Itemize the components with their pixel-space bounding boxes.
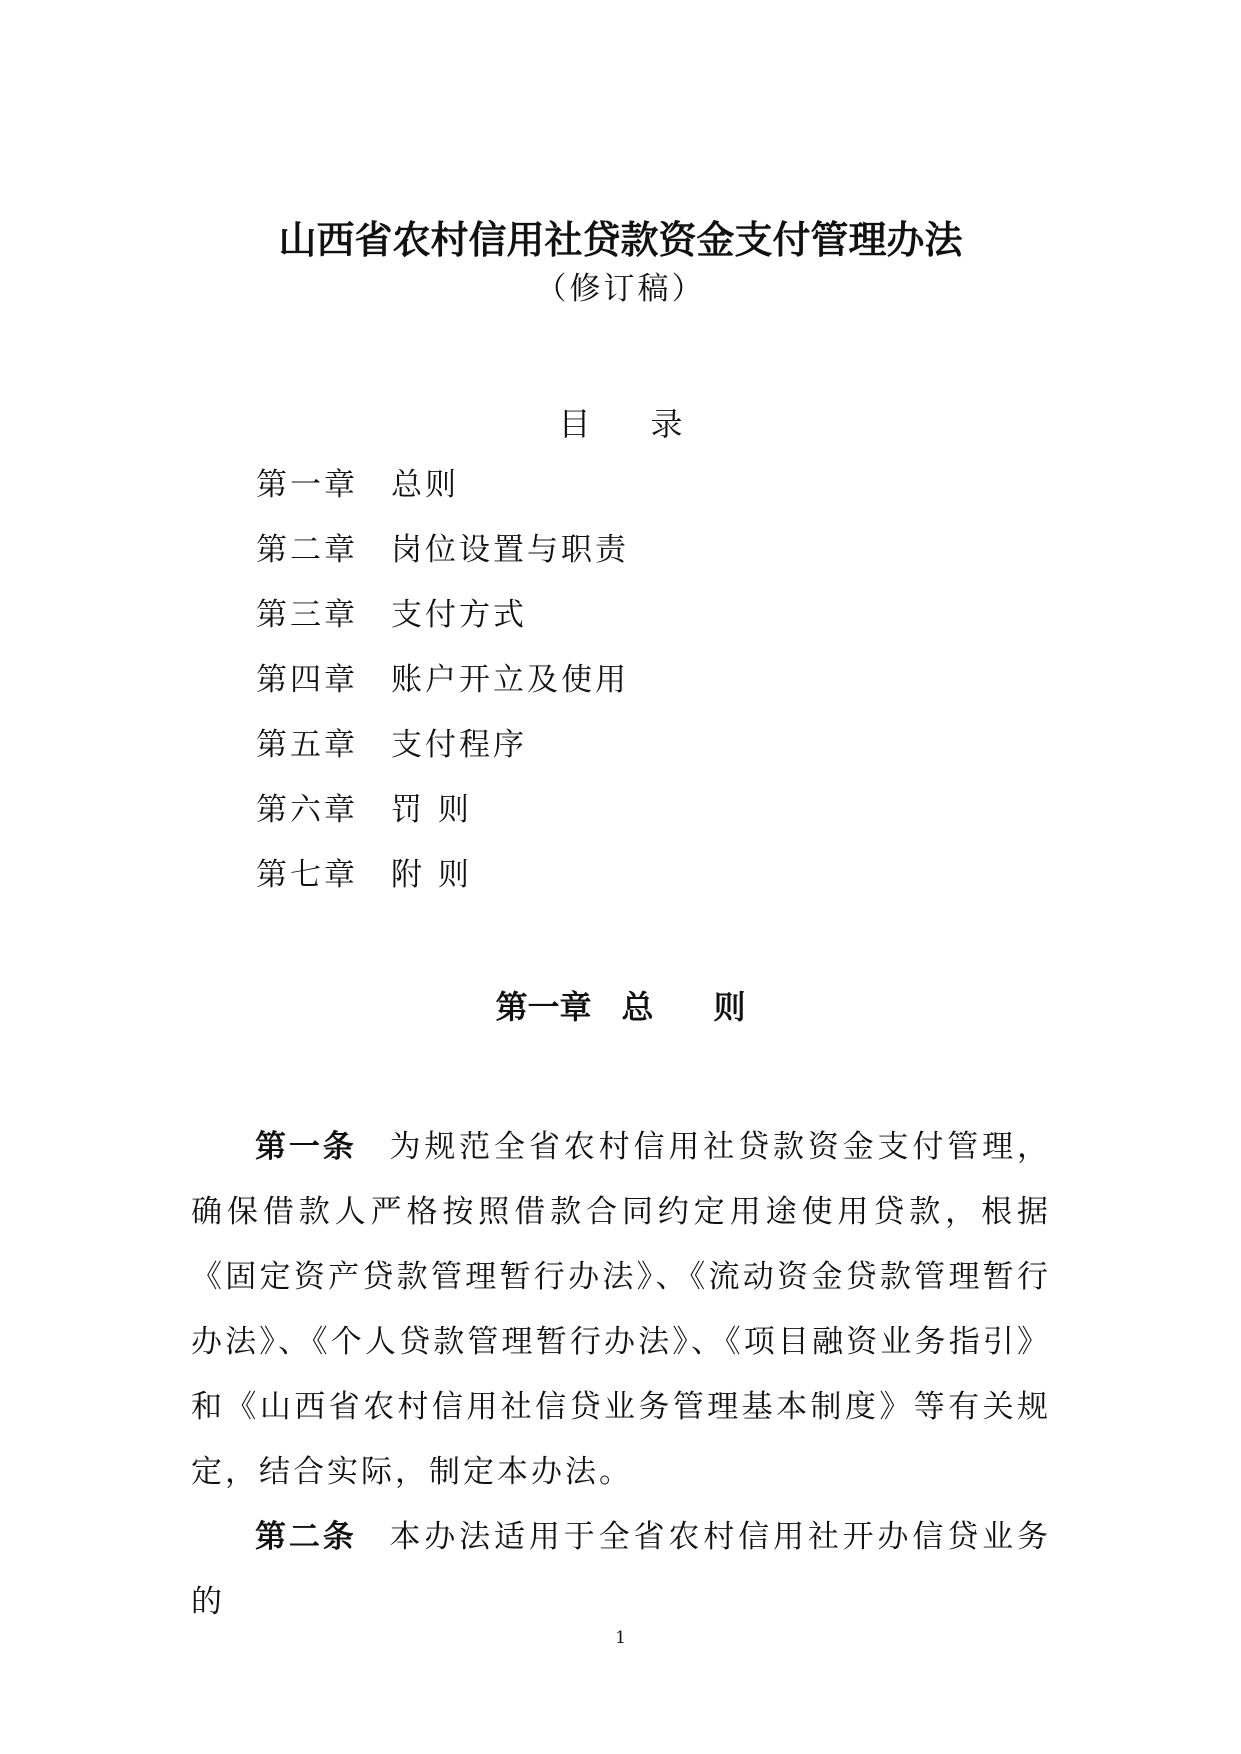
toc-item-number: 第三章 xyxy=(256,597,358,633)
toc-item xyxy=(256,658,629,723)
toc-item-name: 岗位设置与职责 xyxy=(391,532,629,568)
chapter-title-part: 总 xyxy=(621,988,654,1026)
toc-item-number: 第四章 xyxy=(256,662,358,698)
document-subtitle: （修订稿） xyxy=(535,271,706,307)
article-text: 为规范全省农村信用社贷款资金支付管理，确保借款人严格按照借款合同约定用途使用贷款，根据《固定资产贷款管理暂行办法》、《流动资金贷款管理暂行办法》、《个人贷款管理暂行办法》、《项目融资业务指引》和《山西省农村信用社信贷业务管理基本制度》等有关规定，结合实际，制定本办法。 xyxy=(191,1129,1052,1490)
article xyxy=(191,1505,1051,1635)
toc-item-name: 支付程序 xyxy=(391,727,527,763)
toc-item-name: 罚 则 xyxy=(391,792,472,828)
toc-heading: 目录 xyxy=(558,405,743,443)
toc-item xyxy=(256,463,629,528)
toc-item xyxy=(256,723,629,788)
toc-item-name: 附 则 xyxy=(391,857,472,893)
toc-item xyxy=(256,528,629,593)
chapter-title-part: 则 xyxy=(713,988,746,1026)
toc-item xyxy=(256,593,629,658)
toc-item-number: 第七章 xyxy=(256,857,358,893)
toc-item-name: 账户开立及使用 xyxy=(391,662,629,698)
table-of-contents xyxy=(256,463,629,918)
toc-item-name: 支付方式 xyxy=(391,597,527,633)
toc-item xyxy=(256,788,629,853)
article xyxy=(191,1115,1051,1505)
article-label: 第二条 xyxy=(255,1519,357,1555)
toc-item-number: 第二章 xyxy=(256,532,358,568)
toc-item-number: 第五章 xyxy=(256,727,358,763)
chapter-number: 第一章 xyxy=(495,988,592,1026)
chapter-body xyxy=(191,1115,1051,1635)
article-label: 第一条 xyxy=(255,1129,357,1165)
toc-item-name: 总则 xyxy=(391,467,459,503)
chapter-heading xyxy=(0,985,1241,1029)
page-number: 1 xyxy=(615,1628,626,1648)
toc-item-number: 第六章 xyxy=(256,792,358,828)
toc-item-number: 第一章 xyxy=(256,467,358,503)
toc-item xyxy=(256,853,629,918)
article-text: 本办法适用于全省农村信用社开办信贷业务的 xyxy=(191,1519,1052,1620)
document-title: 山西省农村信用社贷款资金支付管理办法 xyxy=(278,217,963,262)
